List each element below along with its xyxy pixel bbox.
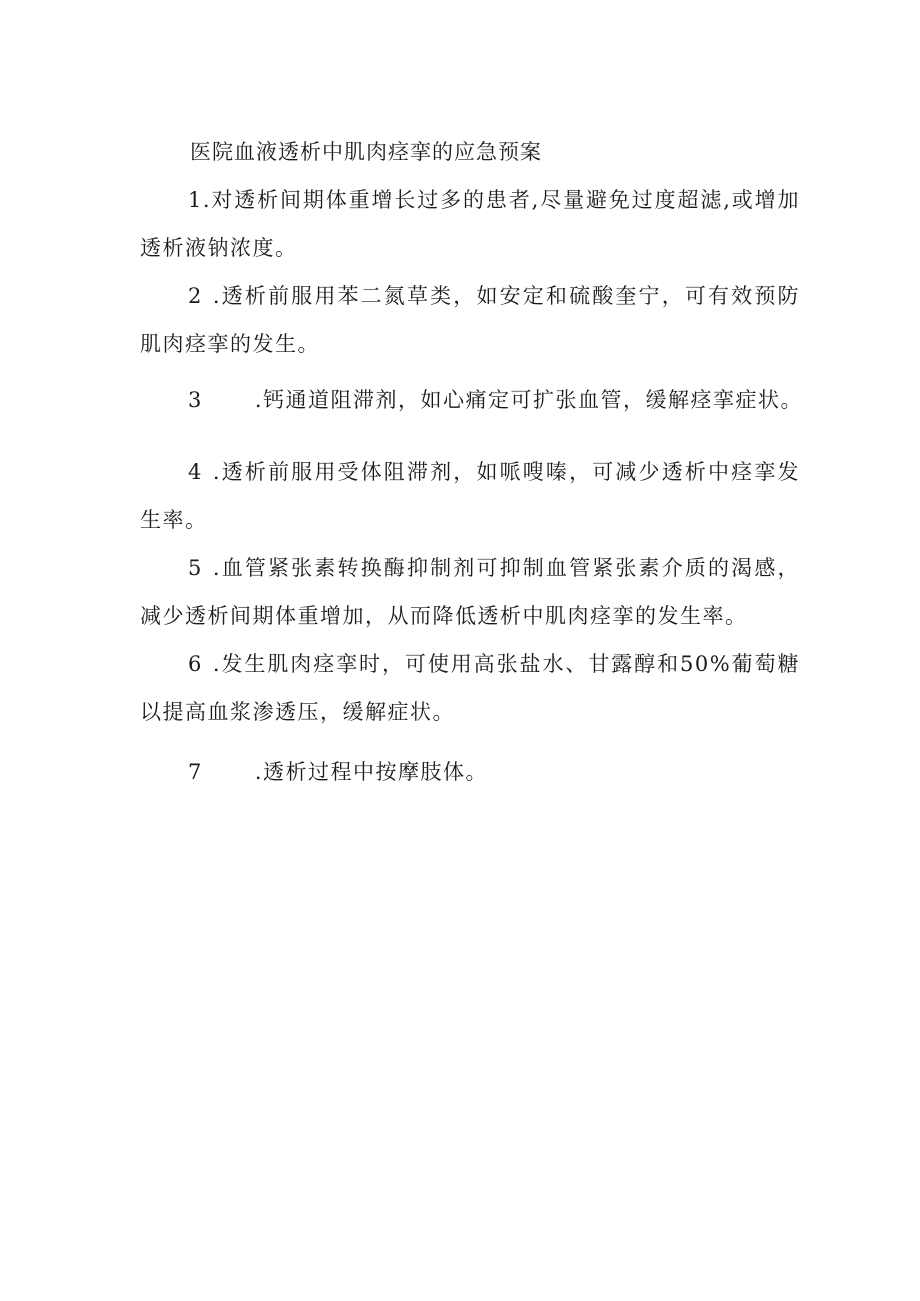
item-number: 2 bbox=[188, 284, 203, 308]
item-text: .透析前服用苯二氮草类，如安定和硫酸奎宁，可有效预防肌肉痉挛的发生。 bbox=[140, 284, 800, 356]
list-item bbox=[140, 272, 800, 368]
item-text: .钙通道阻滞剂，如心痛定可扩张血管，缓解痉挛症状。 bbox=[254, 388, 804, 412]
list-item bbox=[140, 640, 800, 736]
list-item bbox=[140, 544, 800, 640]
item-text: .发生肌肉痉挛时，可使用高张盐水、甘露醇和50%葡萄糖以提高血浆渗透压，缓解症状。 bbox=[140, 652, 800, 724]
item-text: .透析过程中按摩肢体。 bbox=[254, 760, 489, 784]
document-title: 医院血液透析中肌肉痉挛的应急预案 bbox=[190, 140, 542, 164]
list-item bbox=[140, 748, 800, 796]
item-text: .血管紧张素转换酶抑制剂可抑制血管紧张素介质的渴感，减少透析间期体重增加，从而降低透析中肌肉痉挛的发生率。 bbox=[140, 556, 800, 628]
item-number: 3 bbox=[188, 388, 203, 412]
item-number: 6 bbox=[188, 652, 203, 676]
item-number: 5 bbox=[188, 556, 203, 580]
item-number: 1. bbox=[188, 188, 212, 212]
list-item bbox=[140, 376, 804, 424]
item-number: 4 bbox=[188, 460, 203, 484]
list-item bbox=[140, 448, 800, 544]
list-item bbox=[140, 176, 800, 272]
item-text: 对透析间期体重增长过多的患者,尽量避免过度超滤,或增加透析液钠浓度。 bbox=[140, 188, 800, 260]
item-number: 7 bbox=[188, 760, 203, 784]
item-text: .透析前服用受体阻滞剂，如哌嗖嗪，可减少透析中痉挛发生率。 bbox=[140, 460, 800, 532]
